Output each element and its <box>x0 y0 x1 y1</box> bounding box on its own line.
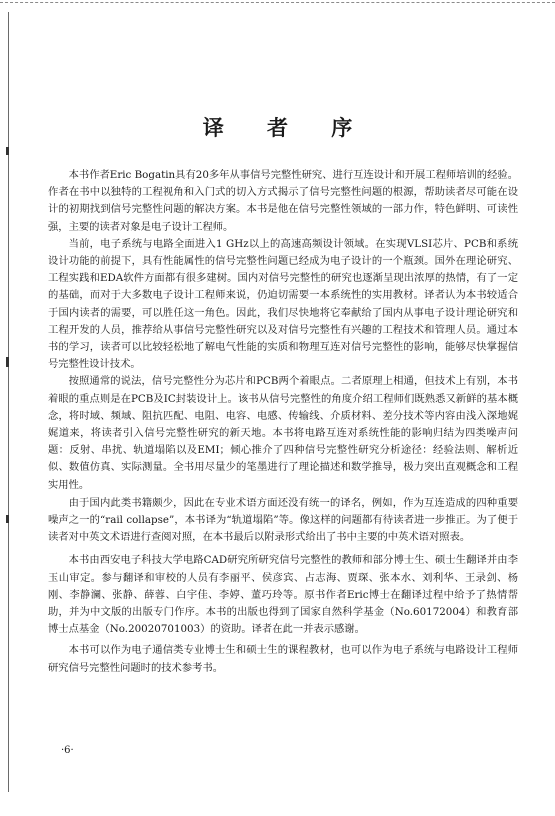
scan-margin-mark <box>6 357 9 367</box>
preface-body <box>48 167 518 677</box>
scan-top-border <box>0 2 555 4</box>
scan-margin-mark <box>6 147 9 155</box>
paragraph-author: 本书作者Eric Bogatin具有20多年从事信号完整性研究、进行互连设计和开展工程师培训的经验。作者在书中以独特的工程视角和入门式的切入方式揭示了信号完整性问题的根源，帮助读者尽可能在设计的初期找到信号完整性问题的解决方案。本书是他在信号完整性领域的一部力作，特色鲜明、可读性强，主要的读者对象是电子设计工程师。 <box>48 169 518 233</box>
paragraph-acknowledgements: 本书由西安电子科技大学电路CAD研究所研究信号完整性的教师和部分博士生、硕士生翻译并由李玉山审定。参与翻译和审校的人员有李丽平、侯彦宾、占志海、贾琛、张本水、刘利华、王录剑、杨刚、李静澜、张静、薛蓉、白宇佳、李婷、董巧玲等。原书作者Eric博士在翻译过程中给予了热情帮助，并为中文版的出版专门作序。本书的出版也得到了国家自然科学基金（No.60172004）和教育部博士点基金（No.20020701003）的资助。译者在此一并表示感谢。 <box>48 554 518 636</box>
scan-margin-mark <box>6 515 9 523</box>
page-number: ·6· <box>61 745 74 756</box>
paragraph-background: 当前，电子系统与电路全面进入1 GHz以上的高速高频设计领域。在实现VLSI芯片、PCB和系统设计功能的前提下，具有性能属性的信号完整性问题已经成为电子设计的一个瓶颈。国外在理论研究、工程实践和EDA软件方面都有很多建树。国内对信号完整性的研究也逐渐呈现出浓厚的热情，有了一定的基础，而对于大多数电子设计工程师来说，仍迫切需要一本系统性的实用教材。译者认为本书较适合于国内读者的需要，可以胜任这一角色。因此，我们尽快地将它奉献给了国内从事电子设计理论研究和工程开发的人员，推荐给从事信号完整性研究以及对信号完整性有兴趣的工程技术和管理人员。通过本书的学习，读者可以比较轻松地了解电气性能的实质和物理互连对信号完整性的影响，能够尽快掌握信号完整性设计技术。 <box>48 237 518 371</box>
paragraph-terminology: 由于国内此类书籍颇少，因此在专业术语方面还没有统一的译名，例如，作为互连造成的四种重要噪声之一的“rail collapse”，本书译为“轨道塌陷”等。像这样的问题都有待读者进一步推正。为了便于读者对中英文术语进行查阅对照，在本书最后以附录形式给出了书中主要的中英术语对照表。 <box>48 496 518 544</box>
paragraph-audience: 本书可以作为电子通信类专业博士生和硕士生的课程教材，也可以作为电子系统与电路设计工程师研究信号完整性问题时的技术参考书。 <box>48 644 518 674</box>
paragraph-content-overview: 按照通常的说法，信号完整性分为芯片和PCB两个着眼点。二者原理上相通，但技术上有别，本书着眼的重点则是在PCB及IC封装设计上。该书从信号完整性的角度介绍工程师们既熟悉又新鲜的基本概念，将时域、频域、阻抗匹配、电阻、电容、电感、传输线、介质材料、差分技术等内容由浅入深地娓娓道来，将读者引入信号完整性研究的新天地。本书将电路互连对系统性能的影响归结为四类噪声问题：反射、串扰、轨道塌陷以及EMI；倾心推介了四种信号完整性研究分析途径：经验法则、解析近似、数值仿真、实际测量。全书用尽量少的笔墨进行了理论描述和数学推导，极力突出直观概念和工程实用性。 <box>48 375 518 491</box>
page-title: 译 者 序 <box>202 115 371 141</box>
